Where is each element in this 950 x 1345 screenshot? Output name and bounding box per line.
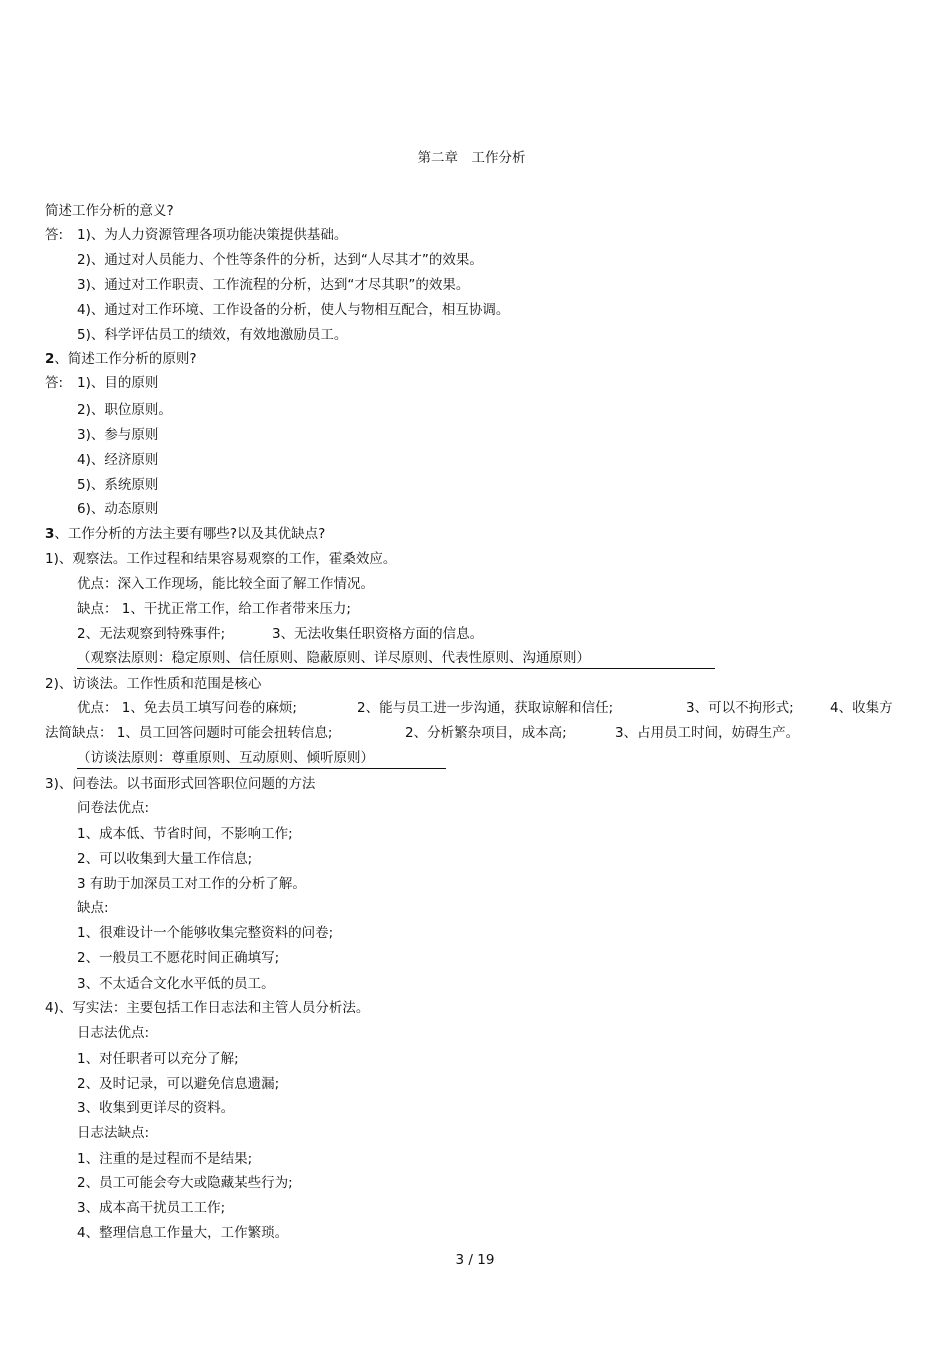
- observation-cons-3: 3、无法收集任职资格方面的信息。: [272, 626, 484, 642]
- observation-principles: [77, 649, 715, 669]
- writing-cons-3: 3、成本高干扰员工工作;: [77, 1200, 226, 1216]
- observation-pros: 优点：深入工作现场，能比较全面了解工作情况。: [77, 576, 374, 592]
- interview-pros-1: 优点： 1、免去员工填写问卷的麻烦;: [77, 700, 297, 716]
- answer-prefix-2: 答:: [45, 375, 64, 391]
- interview-heading: 2)、访谈法。工作性质和范围是核心: [45, 676, 262, 692]
- q2-item-3: 3)、参与原则: [77, 427, 159, 443]
- page-number: 3 / 19: [455, 1252, 495, 1268]
- q1-item-3: 3)、通过对工作职责、工作流程的分析，达到“才尽其职”的效果。: [77, 277, 470, 293]
- interview-cons-2: 2、分析繁杂项目，成本高;: [405, 725, 567, 741]
- interview-pros-4: 4、收集方: [830, 700, 893, 716]
- writing-cons-2: 2、员工可能会夸大或隐藏某些行为;: [77, 1175, 293, 1191]
- writing-pros-2: 2、及时记录，可以避免信息遗漏;: [77, 1076, 280, 1092]
- q1-item-1: 1)、为人力资源管理各项功能决策提供基础。: [77, 227, 348, 243]
- questionnaire-cons-2: 2、一般员工不愿花时间正确填写;: [77, 950, 280, 966]
- q2-item-4: 4)、经济原则: [77, 452, 159, 468]
- writing-pros-3: 3、收集到更详尽的资料。: [77, 1100, 235, 1116]
- interview-principles: [77, 749, 446, 769]
- q2-item-2: 2)、职位原则。: [77, 402, 172, 418]
- writing-cons-1: 1、注重的是过程而不是结果;: [77, 1151, 253, 1167]
- q2-item-6: 6)、动态原则: [77, 501, 159, 517]
- chapter-title: 第二章 工作分析: [417, 150, 526, 166]
- interview-principles-text: （访谈法原则：尊重原则、互动原则、倾听原则）: [77, 749, 446, 769]
- question-3-number: 3: [45, 526, 55, 542]
- writing-pros-title: 日志法优点:: [77, 1025, 150, 1041]
- interview-pros-3: 3、可以不拘形式;: [686, 700, 794, 716]
- answer-prefix-1: 答:: [45, 227, 64, 243]
- questionnaire-cons-title: 缺点:: [77, 900, 109, 916]
- questionnaire-cons-1: 1、很难设计一个能够收集完整资料的问卷;: [77, 925, 334, 941]
- interview-pros-2: 2、能与员工进一步沟通，获取谅解和信任;: [357, 700, 614, 716]
- question-2-text: 、简述工作分析的原则?: [54, 351, 197, 367]
- question-1: 简述工作分析的意义?: [45, 203, 174, 219]
- questionnaire-pros-1: 1、成本低、节省时间，不影响工作;: [77, 826, 293, 842]
- writing-pros-1: 1、对任职者可以充分了解;: [77, 1051, 239, 1067]
- observation-principles-text: （观察法原则：稳定原则、信任原则、隐蔽原则、详尽原则、代表性原则、沟通原则）: [77, 649, 715, 669]
- interview-cons-1: 法简缺点： 1、员工回答问题时可能会扭转信息;: [45, 725, 333, 741]
- questionnaire-cons-3: 3、不太适合文化水平低的员工。: [77, 976, 275, 992]
- q2-item-5: 5)、系统原则: [77, 477, 159, 493]
- questionnaire-pros-2: 2、可以收集到大量工作信息;: [77, 851, 253, 867]
- interview-cons-3: 3、占用员工时间，妨碍生产。: [615, 725, 800, 741]
- writing-heading: 4)、写实法：主要包括工作日志法和主管人员分析法。: [45, 1000, 370, 1016]
- observation-heading: 1)、观察法。工作过程和结果容易观察的工作，霍桑效应。: [45, 551, 397, 567]
- questionnaire-heading: 3)、问卷法。以书面形式回答职位问题的方法: [45, 776, 316, 792]
- writing-cons-4: 4、整理信息工作量大，工作繁琐。: [77, 1225, 289, 1241]
- q1-item-4: 4)、通过对工作环境、工作设备的分析，使人与物相互配合，相互协调。: [77, 302, 510, 318]
- observation-cons-2: 2、无法观察到特殊事件;: [77, 626, 226, 642]
- observation-cons-1: 缺点： 1、干扰正常工作，给工作者带来压力;: [77, 601, 351, 617]
- question-3-text: 、工作分析的方法主要有哪些?以及其优缺点?: [54, 526, 326, 542]
- q1-item-5: 5)、科学评估员工的绩效，有效地激励员工。: [77, 327, 348, 343]
- questionnaire-pros-title: 问卷法优点:: [77, 800, 150, 816]
- questionnaire-pros-3: 3 有助于加深员工对工作的分析了解。: [77, 876, 306, 892]
- q1-item-2: 2)、通过对人员能力、个性等条件的分析，达到“人尽其才”的效果。: [77, 252, 483, 268]
- question-2: [45, 350, 197, 368]
- writing-cons-title: 日志法缺点:: [77, 1125, 150, 1141]
- question-2-number: 2: [45, 351, 55, 367]
- q2-item-1: 1)、目的原则: [77, 375, 159, 391]
- question-3: [45, 525, 325, 543]
